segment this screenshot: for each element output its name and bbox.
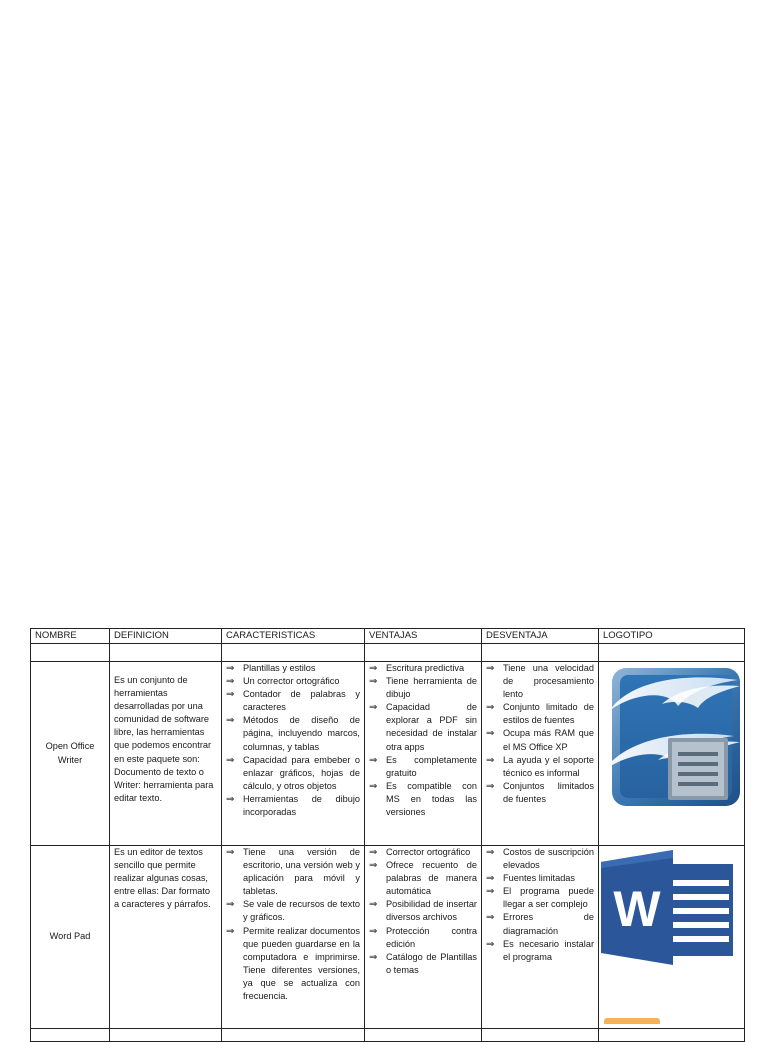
row-disadvantages [482, 662, 599, 846]
bullet-item [486, 780, 594, 806]
row-disadvantages [482, 846, 599, 1029]
bullet-text: Escritura predictiva [386, 663, 465, 673]
bullet-text: Herramientas de dibujo incorporadas [243, 793, 360, 818]
bullet-text: Ocupa más RAM que el MS Office XP [503, 728, 594, 752]
bullet-item [369, 898, 477, 924]
bullet-item [369, 846, 477, 859]
bullet-item [369, 951, 477, 977]
bullet-text: Protección contra edición [386, 925, 477, 949]
word-logo [601, 850, 741, 965]
word-logo-letter: W [613, 881, 661, 937]
row-logo-cell [599, 662, 745, 846]
bullet-text: Costos de suscripción elevados [503, 847, 594, 871]
bullet-item [369, 859, 477, 898]
bullet-text: Capacidad para embeber o enlazar gráficos, hojas de cálculo, y otros objetos [243, 754, 360, 791]
bullet-item [369, 662, 477, 675]
arrow-icon: ⇒ [486, 754, 495, 766]
bullet-item [226, 925, 360, 1004]
arrow-icon: ⇒ [486, 886, 495, 898]
arrow-icon: ⇒ [369, 754, 378, 766]
arrow-icon: ⇒ [486, 702, 495, 714]
bullet-text: Tiene una versión de escritorio, una versión web y aplicación para móvil y tabletas. [243, 847, 360, 897]
bullet-item [369, 780, 477, 819]
bullet-item [486, 754, 594, 780]
bullet-item [369, 754, 477, 780]
header-definicion: DEFINICION [110, 629, 222, 644]
arrow-icon: ⇒ [226, 676, 235, 688]
bullet-item [486, 911, 594, 937]
header-caracteristicas: CARACTERISTICAS [222, 629, 365, 644]
bullet-item [226, 688, 360, 714]
header-logotipo: LOGOTIPO [599, 629, 745, 644]
comparison-table [30, 628, 745, 1042]
arrow-icon: ⇒ [226, 925, 235, 937]
header-row [31, 629, 745, 644]
bullet-item [486, 885, 594, 911]
bullet-item [486, 727, 594, 753]
bullet-item [226, 714, 360, 753]
bullet-text: Es compatible con MS en todas las versiones [386, 780, 477, 818]
bullet-text: Es necesario instalar el programa [503, 938, 594, 962]
table-row-openoffice [31, 662, 745, 846]
arrow-icon: ⇒ [369, 925, 378, 937]
arrow-icon: ⇒ [369, 951, 378, 963]
arrow-icon: ⇒ [486, 728, 495, 740]
blank-cell [110, 644, 222, 662]
bullet-text: Corrector ortográfico [386, 847, 471, 857]
bullet-text: Contador de palabras y caracteres [243, 689, 360, 713]
bullet-text: Ofrece recuento de palabras de manera automática [386, 860, 477, 897]
arrow-icon: ⇒ [369, 702, 378, 714]
bullet-text: El programa puede llegar a ser complejo [503, 886, 594, 910]
blank-cell [222, 644, 365, 662]
header-desventaja: DESVENTAJA [482, 629, 599, 644]
arrow-icon: ⇒ [226, 663, 235, 674]
arrow-icon: ⇒ [226, 793, 235, 805]
bullet-item [486, 846, 594, 872]
bullet-item [226, 793, 360, 819]
row-features [222, 662, 365, 846]
arrow-icon: ⇒ [486, 938, 495, 950]
bullet-text: Métodos de diseño de página, incluyendo marcos, columnas, y tablas [243, 715, 360, 752]
header-nombre: NOMBRE [31, 629, 110, 644]
partial-cell [599, 1029, 745, 1042]
blank-cell [365, 644, 482, 662]
partial-cell [482, 1029, 599, 1042]
bullet-item [369, 925, 477, 951]
arrow-icon: ⇒ [369, 676, 378, 688]
bullet-item [226, 898, 360, 924]
arrow-icon: ⇒ [486, 873, 495, 885]
table-row-wordpad [31, 846, 745, 1029]
bullet-item [226, 675, 360, 688]
arrow-icon: ⇒ [369, 847, 378, 858]
row-advantages [365, 846, 482, 1029]
bullet-text: Catálogo de Plantillas o temas [386, 951, 477, 975]
blank-row [31, 644, 745, 662]
bullet-text: Posibilidad de insertar diversos archivos [386, 899, 477, 923]
blank-cell [599, 644, 745, 662]
bullet-item [486, 701, 594, 727]
arrow-icon: ⇒ [369, 860, 378, 872]
bullet-text: Tiene una velocidad de procesamiento lento [503, 663, 594, 700]
bullet-item [486, 662, 594, 701]
partial-cell [365, 1029, 482, 1042]
row-definition: Es un editor de textos sencillo que permite realizar algunas cosas, entre ellas: Dar formato a caracteres y párrafos. [110, 846, 222, 1029]
arrow-icon: ⇒ [369, 780, 378, 792]
bullet-item [226, 662, 360, 675]
bullet-text: Errores de diagramación [503, 912, 594, 936]
arrow-icon: ⇒ [226, 715, 235, 727]
bullet-text: Es completamente gratuito [386, 754, 477, 778]
row-features [222, 846, 365, 1029]
bullet-text: Plantillas y estilos [243, 663, 316, 673]
arrow-icon: ⇒ [226, 899, 235, 911]
arrow-icon: ⇒ [486, 780, 495, 792]
partial-cell [222, 1029, 365, 1042]
arrow-icon: ⇒ [226, 689, 235, 701]
bullet-text: Un corrector ortográfico [243, 676, 340, 687]
openoffice-writer-logo [600, 662, 745, 812]
row-name: Open Office Writer [31, 662, 110, 846]
bullet-item [226, 846, 360, 898]
bullet-item [486, 938, 594, 964]
row-advantages [365, 662, 482, 846]
bullet-item [369, 701, 477, 753]
row-logo-cell [599, 846, 745, 1029]
bullet-text: Se vale de recursos de texto y gráficos. [243, 899, 360, 923]
blank-cell [31, 644, 110, 662]
bullet-text: Capacidad de explorar a PDF sin necesidad de instalar otra apps [386, 702, 477, 752]
arrow-icon: ⇒ [226, 754, 235, 766]
arrow-icon: ⇒ [486, 847, 495, 858]
bullet-text: Permite realizar documentos que pueden guardarse en la computadora e imprimirse. Tiene diferentes versiones, ya que se actualiza con frecuencia. [243, 925, 360, 1002]
bullet-item [226, 754, 360, 793]
bullet-text: Conjuntos limitados de fuentes [503, 780, 594, 804]
bullet-text: Fuentes limitadas [503, 873, 576, 884]
next-logo-fragment [604, 1018, 660, 1024]
blank-cell [482, 644, 599, 662]
row-definition: Es un conjunto de herramientas desarrolladas por una comunidad de software libre, las herramientas que podemos encontrar en este paquete son: Documento de texto o Writer: herramienta para editar texto. [110, 662, 222, 846]
bullet-text: Tiene herramienta de dibujo [386, 676, 477, 700]
partial-cell [110, 1029, 222, 1042]
arrow-icon: ⇒ [369, 663, 378, 674]
arrow-icon: ⇒ [486, 912, 495, 924]
partial-cell [31, 1029, 110, 1042]
bullet-item [486, 872, 594, 885]
bullet-text: La ayuda y el soporte técnico es informal [503, 754, 594, 778]
row-name: Word Pad [31, 846, 110, 1029]
arrow-icon: ⇒ [369, 899, 378, 911]
arrow-icon: ⇒ [486, 663, 495, 674]
table-row-partial [31, 1029, 745, 1042]
arrow-icon: ⇒ [226, 847, 235, 858]
bullet-text: Conjunto limitado de estilos de fuentes [503, 702, 594, 726]
bullet-item [369, 675, 477, 701]
header-ventajas: VENTAJAS [365, 629, 482, 644]
